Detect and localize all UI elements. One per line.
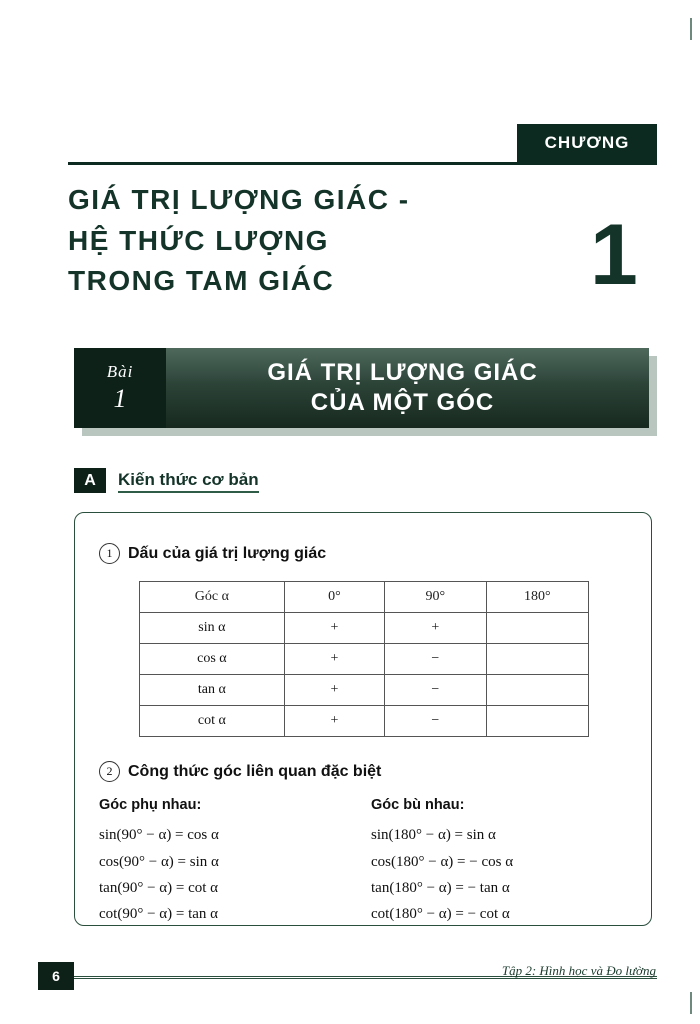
formula-line: tan(180° − α) = − tan α [371,879,510,896]
lesson-badge-label: Bài [106,362,134,381]
page-number: 6 [38,962,74,990]
section-a-marker: A [74,468,106,493]
chapter-title-line-2: HỆ THỨC LƯỢNG [68,224,329,256]
sign-table [139,581,589,737]
table-row [140,644,589,675]
tan-value-2: − [385,675,486,706]
footer-note: Tập 2: Hình học và Đo lường [501,963,656,978]
supplementary-angles-heading: Góc bù nhau: [371,797,465,813]
formula-line: cos(180° − α) = − cos α [371,853,514,870]
cot-value-1: + [284,706,384,737]
table-header-angle: Góc α [140,582,285,613]
table-row [140,706,589,737]
formula-line: cot(180° − α) = − cot α [371,906,510,923]
lesson-title-line-2: CỦA MỘT GÓC [310,389,495,416]
chapter-divider [68,162,657,165]
lesson-badge-number: 1 [113,384,127,413]
chapter-title-line-3: TRONG TAM GIÁC [68,265,335,297]
complementary-angles-heading: Góc phụ nhau: [99,797,202,813]
item-1-title: Dấu của giá trị lượng giác [128,544,327,562]
edge-mark-bottom [690,992,692,1014]
lesson-title-line-1: GIÁ TRỊ LƯỢNG GIÁC [267,359,538,386]
cos-value-2: − [385,644,486,675]
lesson-banner [74,348,657,436]
table-row [140,613,589,644]
item-2-number: 2 [99,761,120,782]
formula-line: cot(90° − α) = tan α [99,906,219,923]
item-2-heading [99,761,381,782]
tan-value-3 [486,675,588,706]
formula-line: tan(90° − α) = cot α [99,879,219,896]
cot-value-3 [486,706,588,737]
row-label-sin: sin α [140,613,285,644]
chapter-tab: CHƯƠNG [517,124,657,162]
tan-value-1: + [284,675,384,706]
row-label-cot: cot α [140,706,285,737]
chapter-title [68,180,548,302]
cos-value-1: + [284,644,384,675]
table-header-0deg: 0° [284,582,384,613]
table-header-180deg: 180° [486,582,588,613]
formula-line: sin(90° − α) = cos α [99,827,219,844]
item-1-number: 1 [99,543,120,564]
item-2-title: Công thức góc liên quan đặc biệt [128,762,382,780]
table-header-row [140,582,589,613]
table-header-90deg: 90° [385,582,486,613]
formula-line: sin(180° − α) = sin α [371,827,496,844]
edge-mark-top [690,18,692,40]
table-row [140,675,589,706]
cot-value-2: − [385,706,486,737]
lesson-badge [74,348,166,428]
cos-value-3 [486,644,588,675]
section-a-title: Kiến thức cơ bản [118,470,259,493]
sin-value-2: + [385,613,486,644]
lesson-title [156,348,649,428]
sin-value-3 [486,613,588,644]
row-label-cos: cos α [140,644,285,675]
content-box [74,512,652,926]
row-label-tan: tan α [140,675,285,706]
sin-value-1: + [284,613,384,644]
section-a-header [74,468,259,493]
formula-line: cos(90° − α) = sin α [99,853,219,870]
supplementary-angles-block [371,793,513,927]
chapter-number: 1 [590,207,638,303]
item-1-heading [99,543,326,564]
chapter-title-line-1: GIÁ TRỊ LƯỢNG GIÁC - [68,184,410,215]
complementary-angles-block [99,793,219,927]
